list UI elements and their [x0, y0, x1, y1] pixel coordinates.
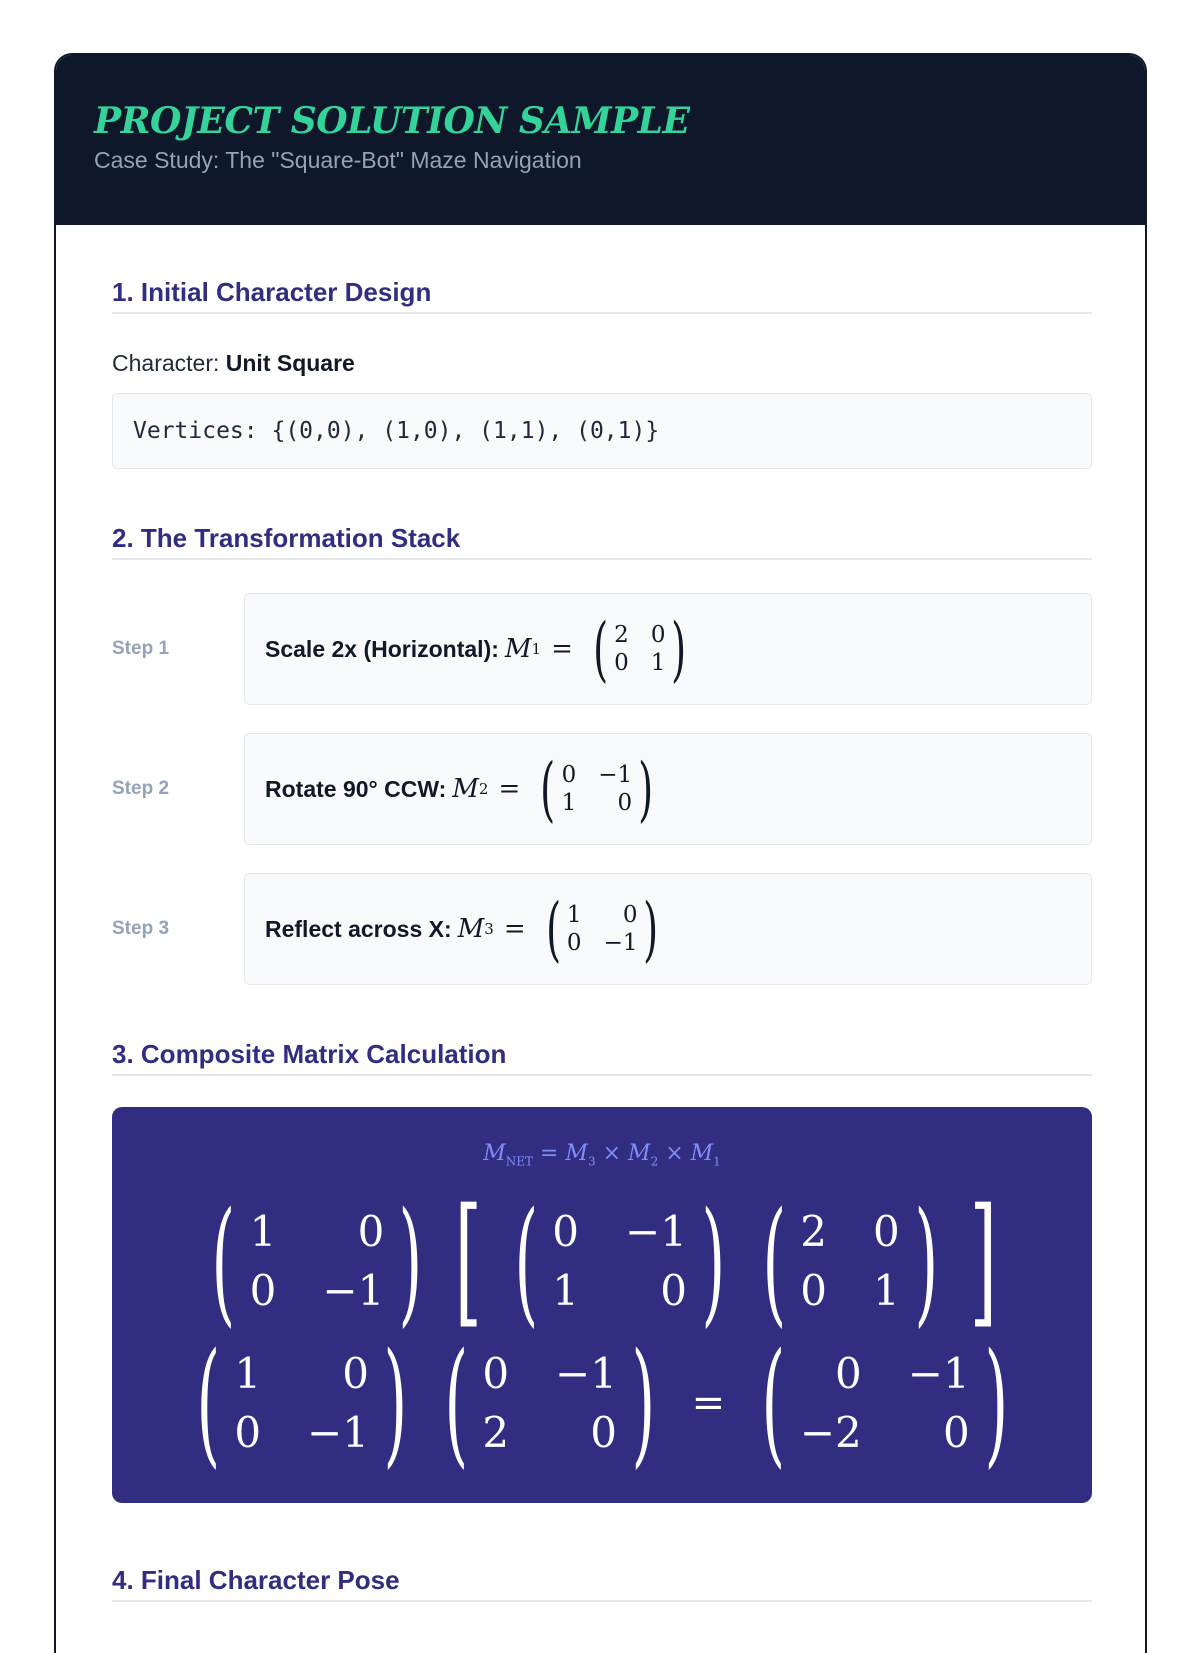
matrix-result: ( 0 −1 −2 0 ): [761, 1324, 1008, 1481]
step-name: Reflect across X:: [265, 915, 452, 942]
matrix-subscript: 1: [531, 640, 542, 658]
section-title-final-pose: 4. Final Character Pose: [112, 1565, 1092, 1602]
step-box: [244, 593, 1092, 705]
page-title: PROJECT SOLUTION SAMPLE: [94, 100, 690, 142]
equals-sign: =: [691, 1379, 726, 1426]
matrix-cell: 0: [942, 1407, 970, 1457]
matrix-cell: 2: [614, 622, 629, 648]
matrix-cell: −1: [307, 1407, 369, 1457]
composite-formula: [112, 1141, 1092, 1168]
formula-equals: =: [539, 1141, 559, 1166]
formula-symbol: M: [565, 1141, 588, 1166]
formula-symbol: M: [628, 1141, 651, 1166]
matrix: ( 0 −1 1 0 ): [540, 748, 654, 830]
step-row-3: [112, 873, 1092, 985]
formula-subscript: 1: [713, 1154, 721, 1169]
matrix-m3: ( 1 0 0 −1 ): [196, 1324, 408, 1481]
matrix-cell: 2: [800, 1207, 827, 1256]
formula-times: ×: [602, 1141, 622, 1166]
matrix-cell: −1: [625, 1207, 687, 1256]
matrix-cell: 0: [650, 622, 666, 648]
section-title-composite: 3. Composite Matrix Calculation: [112, 1039, 1092, 1076]
header: [56, 55, 1145, 225]
matrix-cell: 1: [650, 650, 666, 676]
character-label: Character:: [112, 350, 226, 376]
matrix-cell: 0: [873, 1207, 900, 1256]
step-box: [244, 733, 1092, 845]
step-box: [244, 873, 1092, 985]
matrix-symbol: M: [457, 914, 485, 944]
matrix-cell: 1: [552, 1266, 579, 1315]
formula-subscript: 2: [650, 1154, 659, 1169]
step-name: Scale 2x (Horizontal):: [265, 635, 499, 662]
composite-calculation-box: [112, 1107, 1092, 1503]
matrix-subscript: 2: [478, 780, 489, 798]
step-label: Step 1: [112, 638, 170, 659]
matrix-cell: −2: [799, 1407, 862, 1457]
matrix-cell: 0: [234, 1407, 262, 1457]
step-row-1: [112, 593, 1092, 705]
step-label: Step 3: [112, 918, 170, 939]
composite-line-2: [112, 1324, 1092, 1481]
matrix-cell: −1: [322, 1266, 385, 1315]
character-line: [112, 350, 355, 377]
vertices-text: Vertices: {(0,0), (1,0), (1,1), (0,1)}: [133, 418, 660, 444]
step-name: Rotate 90° CCW:: [265, 775, 447, 802]
formula-symbol: M: [483, 1141, 506, 1166]
matrix-cell: 0: [617, 790, 633, 816]
section-title-transformation-stack: 2. The Transformation Stack: [112, 523, 1092, 560]
matrix-cell: −1: [907, 1348, 970, 1398]
formula-subscript: NET: [505, 1154, 533, 1169]
matrix-cell: 0: [357, 1207, 385, 1256]
composite-line-1: ( 1 0 0 −1 ) [ ( 0 −1 1 0 ) ( 2 0 0 1 ) ]: [112, 1191, 1092, 1331]
matrix-cell: −1: [603, 930, 638, 956]
step-equation: M 3 = ( 1 0 0 −1 ): [458, 894, 669, 964]
step-label: Step 2: [112, 778, 170, 799]
formula-symbol: M: [690, 1141, 714, 1166]
matrix-cell: 0: [342, 1348, 369, 1398]
step-row-2: [112, 733, 1092, 845]
page-subtitle: Case Study: The "Square-Bot" Maze Navigation: [94, 147, 582, 173]
matrix: ( 1 0 0 −1 ): [545, 888, 659, 970]
matrix-cell: 0: [561, 762, 577, 788]
matrix-m1: ( 2 0 0 1 ): [762, 1182, 938, 1340]
step-equation: M 1 = ( 2 0 0 1 ): [505, 614, 697, 684]
matrix-cell: 0: [482, 1348, 510, 1398]
matrix-m2: ( 0 −1 1 0 ): [514, 1182, 726, 1340]
matrix-cell: 0: [835, 1348, 862, 1398]
vertices-code-box: [112, 393, 1092, 469]
matrix-symbol: M: [504, 634, 532, 664]
matrix-cell: −1: [555, 1348, 617, 1398]
matrix-cell: 1: [561, 790, 577, 816]
matrix-cell: 1: [566, 902, 582, 928]
matrix-m3: ( 1 0 0 −1 ): [211, 1182, 423, 1340]
matrix-cell: 0: [552, 1207, 579, 1256]
matrix-cell: 0: [614, 650, 629, 676]
formula-times: ×: [665, 1141, 684, 1166]
matrix-cell: 0: [622, 902, 638, 928]
matrix-cell: 1: [249, 1207, 277, 1256]
matrix-cell: 0: [590, 1407, 617, 1457]
matrix-cell: 2: [482, 1407, 510, 1457]
character-value: Unit Square: [225, 350, 355, 376]
section-title-initial-design: 1. Initial Character Design: [112, 277, 1092, 314]
matrix-cell: 0: [249, 1266, 277, 1315]
matrix: ( 2 0 0 1 ): [593, 608, 687, 690]
matrix-cell: 0: [800, 1266, 827, 1315]
matrix-cell: 0: [660, 1266, 687, 1315]
step-equation: M 2 = ( 0 −1 1 0 ): [452, 754, 663, 824]
matrix-symbol: M: [452, 774, 479, 804]
matrix-product: ( 0 −1 2 0 ): [444, 1324, 656, 1481]
matrix-cell: −1: [598, 762, 633, 788]
matrix-cell: 1: [873, 1266, 900, 1315]
matrix-cell: 0: [566, 930, 582, 956]
matrix-cell: 1: [234, 1348, 262, 1398]
formula-subscript: 3: [587, 1154, 596, 1169]
matrix-subscript: 3: [484, 920, 494, 938]
solution-card: [54, 53, 1147, 1653]
